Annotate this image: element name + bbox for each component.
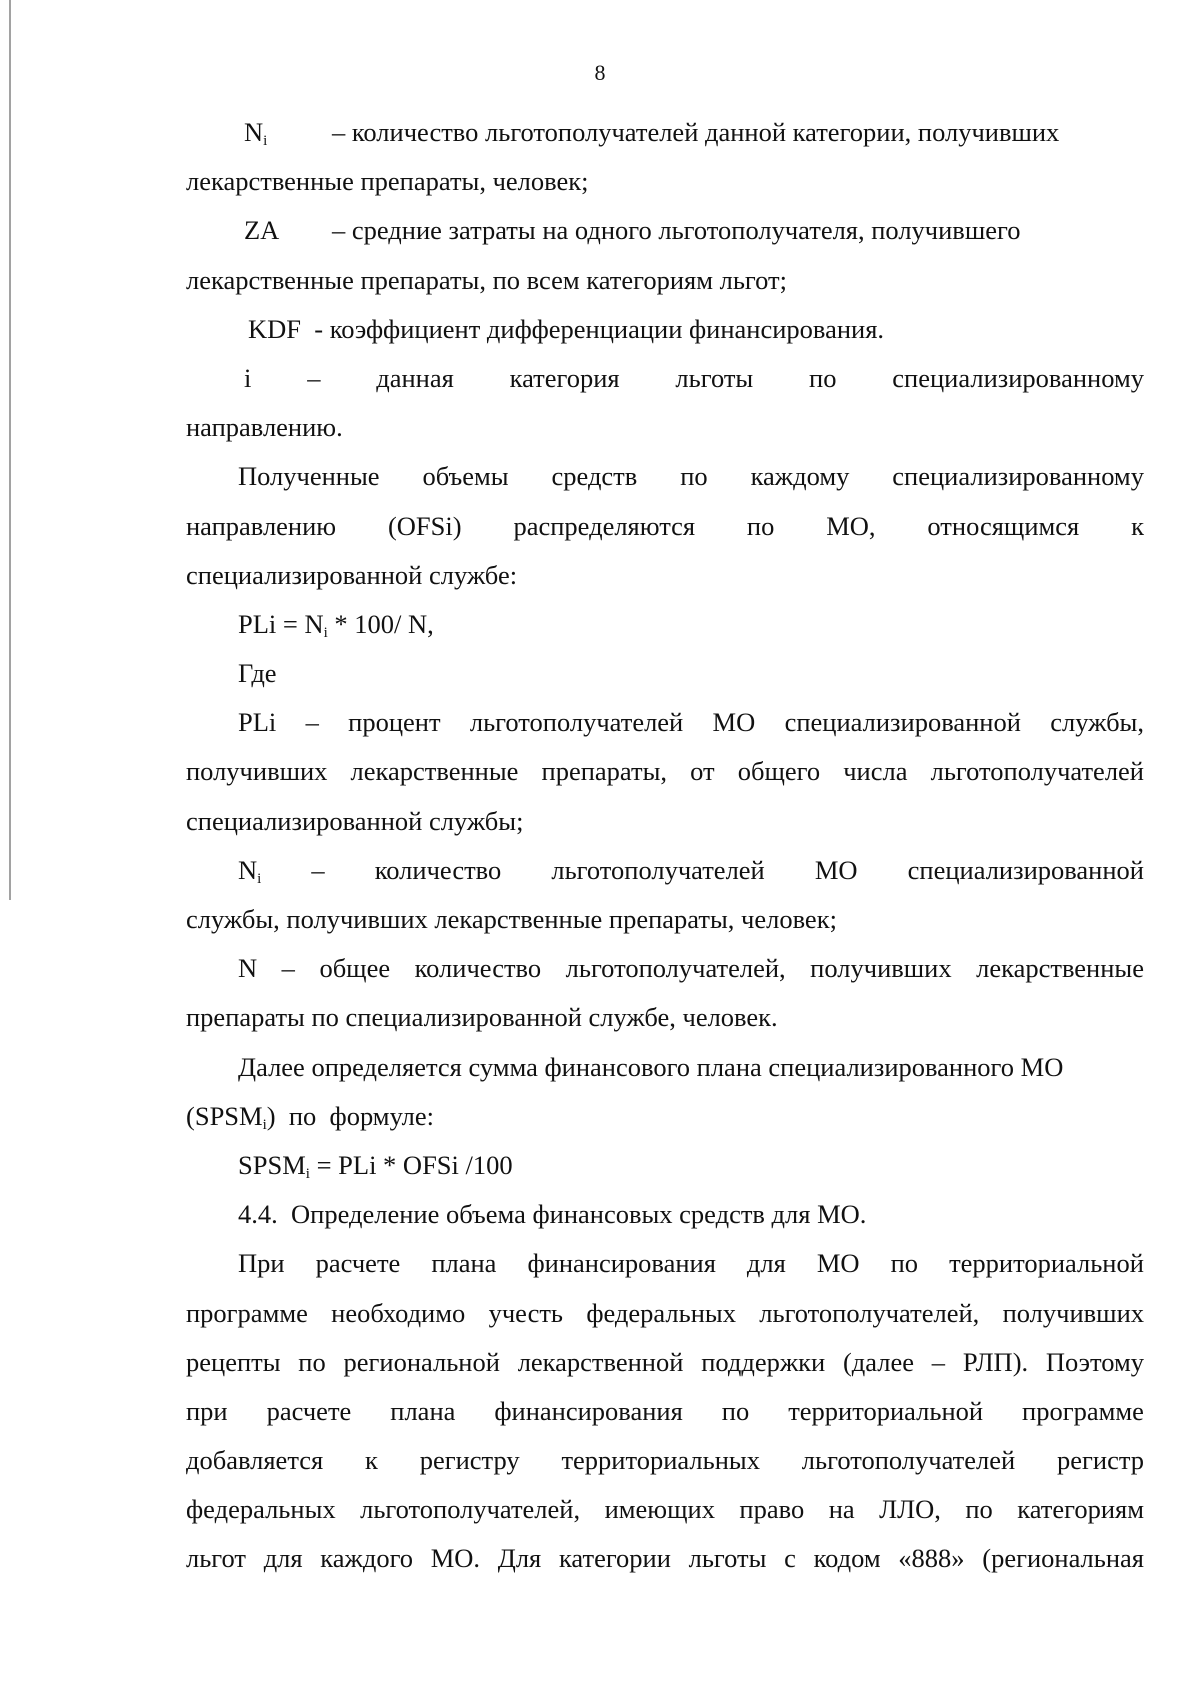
ni-definition-text: – количество льготополучателей данной категории, получивших: [332, 117, 1060, 147]
word: плана: [390, 1395, 456, 1426]
word: МО: [814, 854, 858, 885]
word: по: [890, 1248, 919, 1279]
word: при: [186, 1395, 228, 1426]
text: (SPSM: [186, 1100, 263, 1131]
page-number: 8: [594, 60, 606, 85]
symbol-n: $N_i$: [244, 117, 268, 149]
word: средств: [551, 461, 638, 492]
word: по: [680, 461, 708, 492]
ni-definition-2-cont: службы, получивших лекарственные препараты, человек;: [186, 904, 837, 934]
word: МО,: [826, 510, 876, 541]
para-line-7: [186, 1534, 1144, 1583]
word: территориальных: [561, 1445, 760, 1476]
kdf-definition: KDF - коэффициент дифференциации финансирования.: [248, 313, 885, 344]
line-text: программе необходимо учесть федеральных льготополучателей, получивших: [186, 1297, 1144, 1328]
word: территориальной: [788, 1395, 984, 1426]
word: добавляется: [186, 1445, 324, 1476]
pli-definition: [186, 698, 1144, 747]
word: льготополучателей: [801, 1445, 1016, 1476]
word: к: [1131, 510, 1144, 541]
word: льготы: [675, 362, 754, 393]
formula-left: PLi = N: [238, 608, 324, 639]
dash: –: [311, 854, 325, 885]
word: относящимся: [927, 510, 1080, 541]
next-line-1: Далее определяется сумма финансового плана специализированного МО: [238, 1051, 1064, 1082]
word: Полученные: [238, 461, 380, 492]
para-line-6: [186, 1485, 1144, 1534]
formula-right: * 100/ N,: [327, 608, 434, 639]
symbol-i: i: [244, 362, 252, 393]
dash: –: [307, 362, 321, 393]
i-definition: [186, 354, 1144, 403]
line-text: льгот для каждого МО. Для категории льготы с кодом «888» (региональная: [186, 1543, 1144, 1574]
word: по: [721, 1395, 750, 1426]
formula-spsm: [186, 1141, 1144, 1190]
word: специализированной: [907, 854, 1144, 885]
word: направлению: [186, 510, 337, 541]
line-text: PLi – процент льготополучателей МО специализированной службы,: [238, 707, 1144, 738]
word: расчете: [266, 1395, 352, 1426]
where-label: Где: [238, 658, 277, 689]
line-text: федеральных льготополучателей, имеющих право на ЛЛО, по категориям: [186, 1494, 1144, 1525]
ni-definition: [186, 108, 1144, 157]
word: количество: [374, 854, 502, 885]
pli-definition-cont-1: [186, 747, 1144, 796]
word: финансирования: [527, 1248, 716, 1279]
za-definition: [186, 206, 1144, 255]
word: территориальной: [949, 1248, 1144, 1279]
subscript: i: [323, 624, 328, 641]
next-line-2: [186, 1092, 1144, 1141]
pli-definition-cont-2: специализированной службы;: [186, 805, 524, 836]
word: (OFSi): [387, 510, 462, 541]
para-line-1: [186, 1239, 1144, 1288]
obtained-line-2: [186, 502, 1144, 551]
word: данная: [376, 362, 454, 393]
obtained-line-3: специализированной службе:: [186, 559, 518, 590]
word: каждому: [750, 461, 850, 492]
section-heading: 4.4. Определение объема финансовых средств для МО.: [238, 1199, 867, 1230]
line-text: N – общее количество льготополучателей, получивших лекарственные: [238, 953, 1144, 984]
ni-definition-cont: лекарственные препараты, человек;: [186, 166, 589, 197]
word: МО: [816, 1248, 860, 1279]
word: льготополучателей: [551, 854, 765, 885]
line-text: получивших лекарственные препараты, от общего числа льготополучателей: [186, 756, 1144, 787]
formula-left: SPSM: [238, 1149, 306, 1180]
word: объемы: [422, 461, 509, 492]
word: расчете: [315, 1248, 401, 1279]
document-body: [186, 108, 1144, 1584]
n-definition: [186, 944, 1144, 993]
formula-pli: [186, 600, 1144, 649]
word: При: [238, 1248, 285, 1279]
para-line-4: [186, 1387, 1144, 1436]
scan-margin-line: [9, 0, 11, 900]
za-definition-cont: лекарственные препараты, по всем категориям льгот;: [186, 264, 787, 295]
n-definition-cont: препараты по специализированной службе, человек.: [186, 1002, 778, 1033]
formula-right: = PLi * OFSi /100: [309, 1149, 513, 1180]
word: программе: [1022, 1395, 1144, 1426]
word: специализированному: [892, 461, 1144, 492]
text: ) по формуле:: [266, 1100, 435, 1131]
ni-definition-2: [186, 846, 1144, 895]
word: к: [365, 1445, 378, 1476]
word: для: [746, 1248, 786, 1279]
word: регистру: [419, 1445, 520, 1476]
word: по: [746, 510, 775, 541]
word: регистр: [1057, 1445, 1144, 1476]
subscript: i: [305, 1165, 310, 1182]
word: специализированному: [892, 362, 1144, 393]
obtained-line-1: [186, 452, 1144, 501]
para-line-3: [186, 1338, 1144, 1387]
symbol-n: $N_i$: [238, 854, 262, 887]
za-definition-text: – средние затраты на одного льготополучателя, получившего: [332, 215, 1021, 246]
word: финансирования: [494, 1395, 683, 1426]
word: по: [809, 362, 837, 393]
para-line-2: [186, 1289, 1144, 1338]
word: распределяются: [513, 510, 696, 541]
symbol-za: ZA: [244, 215, 280, 246]
line-text: рецепты по региональной лекарственной поддержки (далее – РЛП). Поэтому: [186, 1346, 1144, 1377]
word: плана: [431, 1248, 497, 1279]
subscript: i: [262, 1116, 267, 1133]
word: категория: [509, 362, 620, 393]
para-line-5: [186, 1436, 1144, 1485]
i-definition-cont: направлению.: [186, 412, 343, 443]
